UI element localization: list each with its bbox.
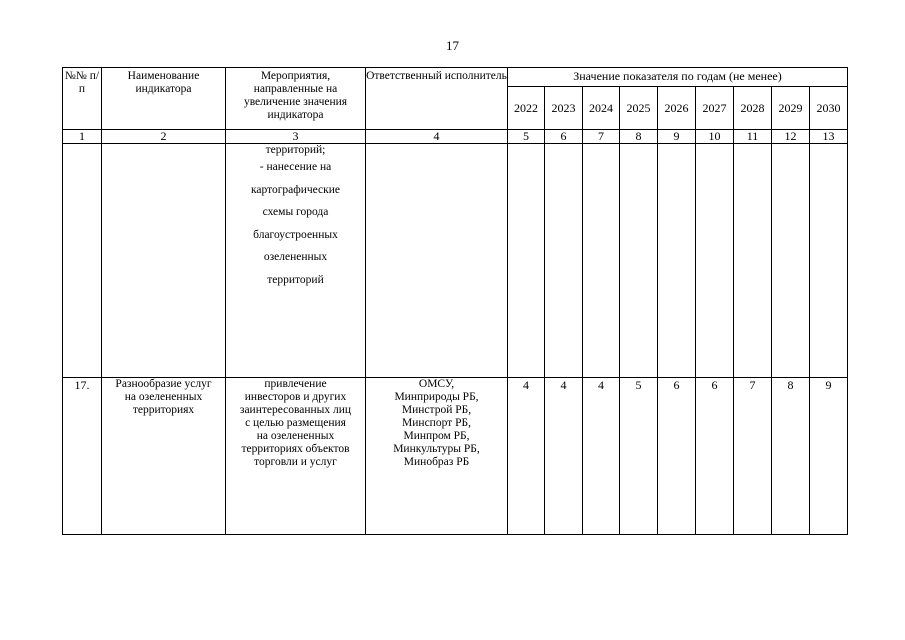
row-value xyxy=(658,144,696,378)
column-index: 13 xyxy=(810,130,848,144)
column-index-row xyxy=(63,130,848,144)
measures-line: территорий; xyxy=(265,144,326,156)
row-value xyxy=(620,144,658,378)
page-number: 17 xyxy=(446,38,459,53)
row-value xyxy=(545,144,583,378)
row-value: 4 xyxy=(508,378,545,535)
header-col-number: №№ п/п xyxy=(63,68,102,130)
row-indicator xyxy=(102,378,226,535)
header-year: 2027 xyxy=(696,87,734,130)
header-values-group: Значение показателя по годам (не менее) xyxy=(508,68,848,87)
header-row-top xyxy=(63,68,848,87)
measures-line: инвесторов и других xyxy=(244,391,347,403)
executor-line: Минприроды РБ, xyxy=(394,391,479,403)
row-value xyxy=(508,144,545,378)
indicator-line: территориях xyxy=(132,404,195,416)
row-value: 7 xyxy=(734,378,772,535)
row-value xyxy=(583,144,620,378)
header-year: 2028 xyxy=(734,87,772,130)
row-number: 17. xyxy=(63,378,102,535)
header-year: 2023 xyxy=(545,87,583,130)
column-index: 2 xyxy=(102,130,226,144)
measures-line: привлечение xyxy=(264,378,327,390)
row-value: 5 xyxy=(620,378,658,535)
executor-line: Минпром РБ, xyxy=(403,430,470,442)
row-value xyxy=(810,144,848,378)
row-value: 6 xyxy=(658,378,696,535)
executor-line: ОМСУ, xyxy=(418,378,455,390)
column-index: 6 xyxy=(545,130,583,144)
measures-line: с целью размещения xyxy=(245,417,346,429)
header-year: 2026 xyxy=(658,87,696,130)
row-number xyxy=(63,144,102,378)
row-measures xyxy=(226,378,366,535)
row-value xyxy=(696,144,734,378)
header-year: 2022 xyxy=(508,87,545,130)
measures-line: схемы города xyxy=(262,206,329,218)
column-index: 4 xyxy=(366,130,508,144)
measures-line: территорий xyxy=(267,273,324,286)
row-value xyxy=(772,144,810,378)
column-index: 5 xyxy=(508,130,545,144)
measures-line: благоустроенных xyxy=(253,228,338,241)
column-index: 3 xyxy=(226,130,366,144)
header-year: 2029 xyxy=(772,87,810,130)
executor-line: Минобраз РБ xyxy=(403,456,470,468)
measures-line: территориях объектов xyxy=(241,443,350,455)
row-indicator xyxy=(102,144,226,378)
header-col-measures: Мероприятия, направленные на увеличение значения индикатора xyxy=(226,68,366,130)
executor-line: Минкультуры РБ, xyxy=(393,443,480,455)
measures-line: на озелененных xyxy=(256,430,335,442)
header-year: 2030 xyxy=(810,87,848,130)
header-col-executor: Ответственный исполнитель xyxy=(366,68,508,130)
column-index: 8 xyxy=(620,130,658,144)
table-row xyxy=(63,378,848,535)
row-value: 4 xyxy=(545,378,583,535)
measures-line: озелененных xyxy=(263,251,328,263)
header-year: 2025 xyxy=(620,87,658,130)
row-executor xyxy=(366,144,508,378)
row-value: 4 xyxy=(583,378,620,535)
column-index: 12 xyxy=(772,130,810,144)
row-executor xyxy=(366,378,508,535)
indicator-line: на озелененных xyxy=(124,391,203,403)
column-index: 9 xyxy=(658,130,696,144)
row-value: 9 xyxy=(810,378,848,535)
executor-line: Минспорт РБ, xyxy=(402,417,471,429)
measures-line: картографические xyxy=(250,183,341,196)
column-index: 10 xyxy=(696,130,734,144)
column-index: 11 xyxy=(734,130,772,144)
row-value: 6 xyxy=(696,378,734,535)
column-index: 1 xyxy=(63,130,102,144)
executor-line: Минстрой РБ, xyxy=(401,404,472,416)
indicator-table xyxy=(62,67,848,535)
header-year: 2024 xyxy=(583,87,620,130)
indicator-line: Разнообразие услуг xyxy=(115,378,212,390)
table-row xyxy=(63,144,848,378)
measures-line: заинтересованных лиц xyxy=(239,404,352,416)
row-value: 8 xyxy=(772,378,810,535)
column-index: 7 xyxy=(583,130,620,144)
header-col-indicator: Наименование индикатора xyxy=(102,68,226,130)
row-value xyxy=(734,144,772,378)
measures-line: - нанесение на xyxy=(259,161,332,173)
row-measures xyxy=(226,144,366,378)
measures-line: торговли и услуг xyxy=(254,456,337,468)
